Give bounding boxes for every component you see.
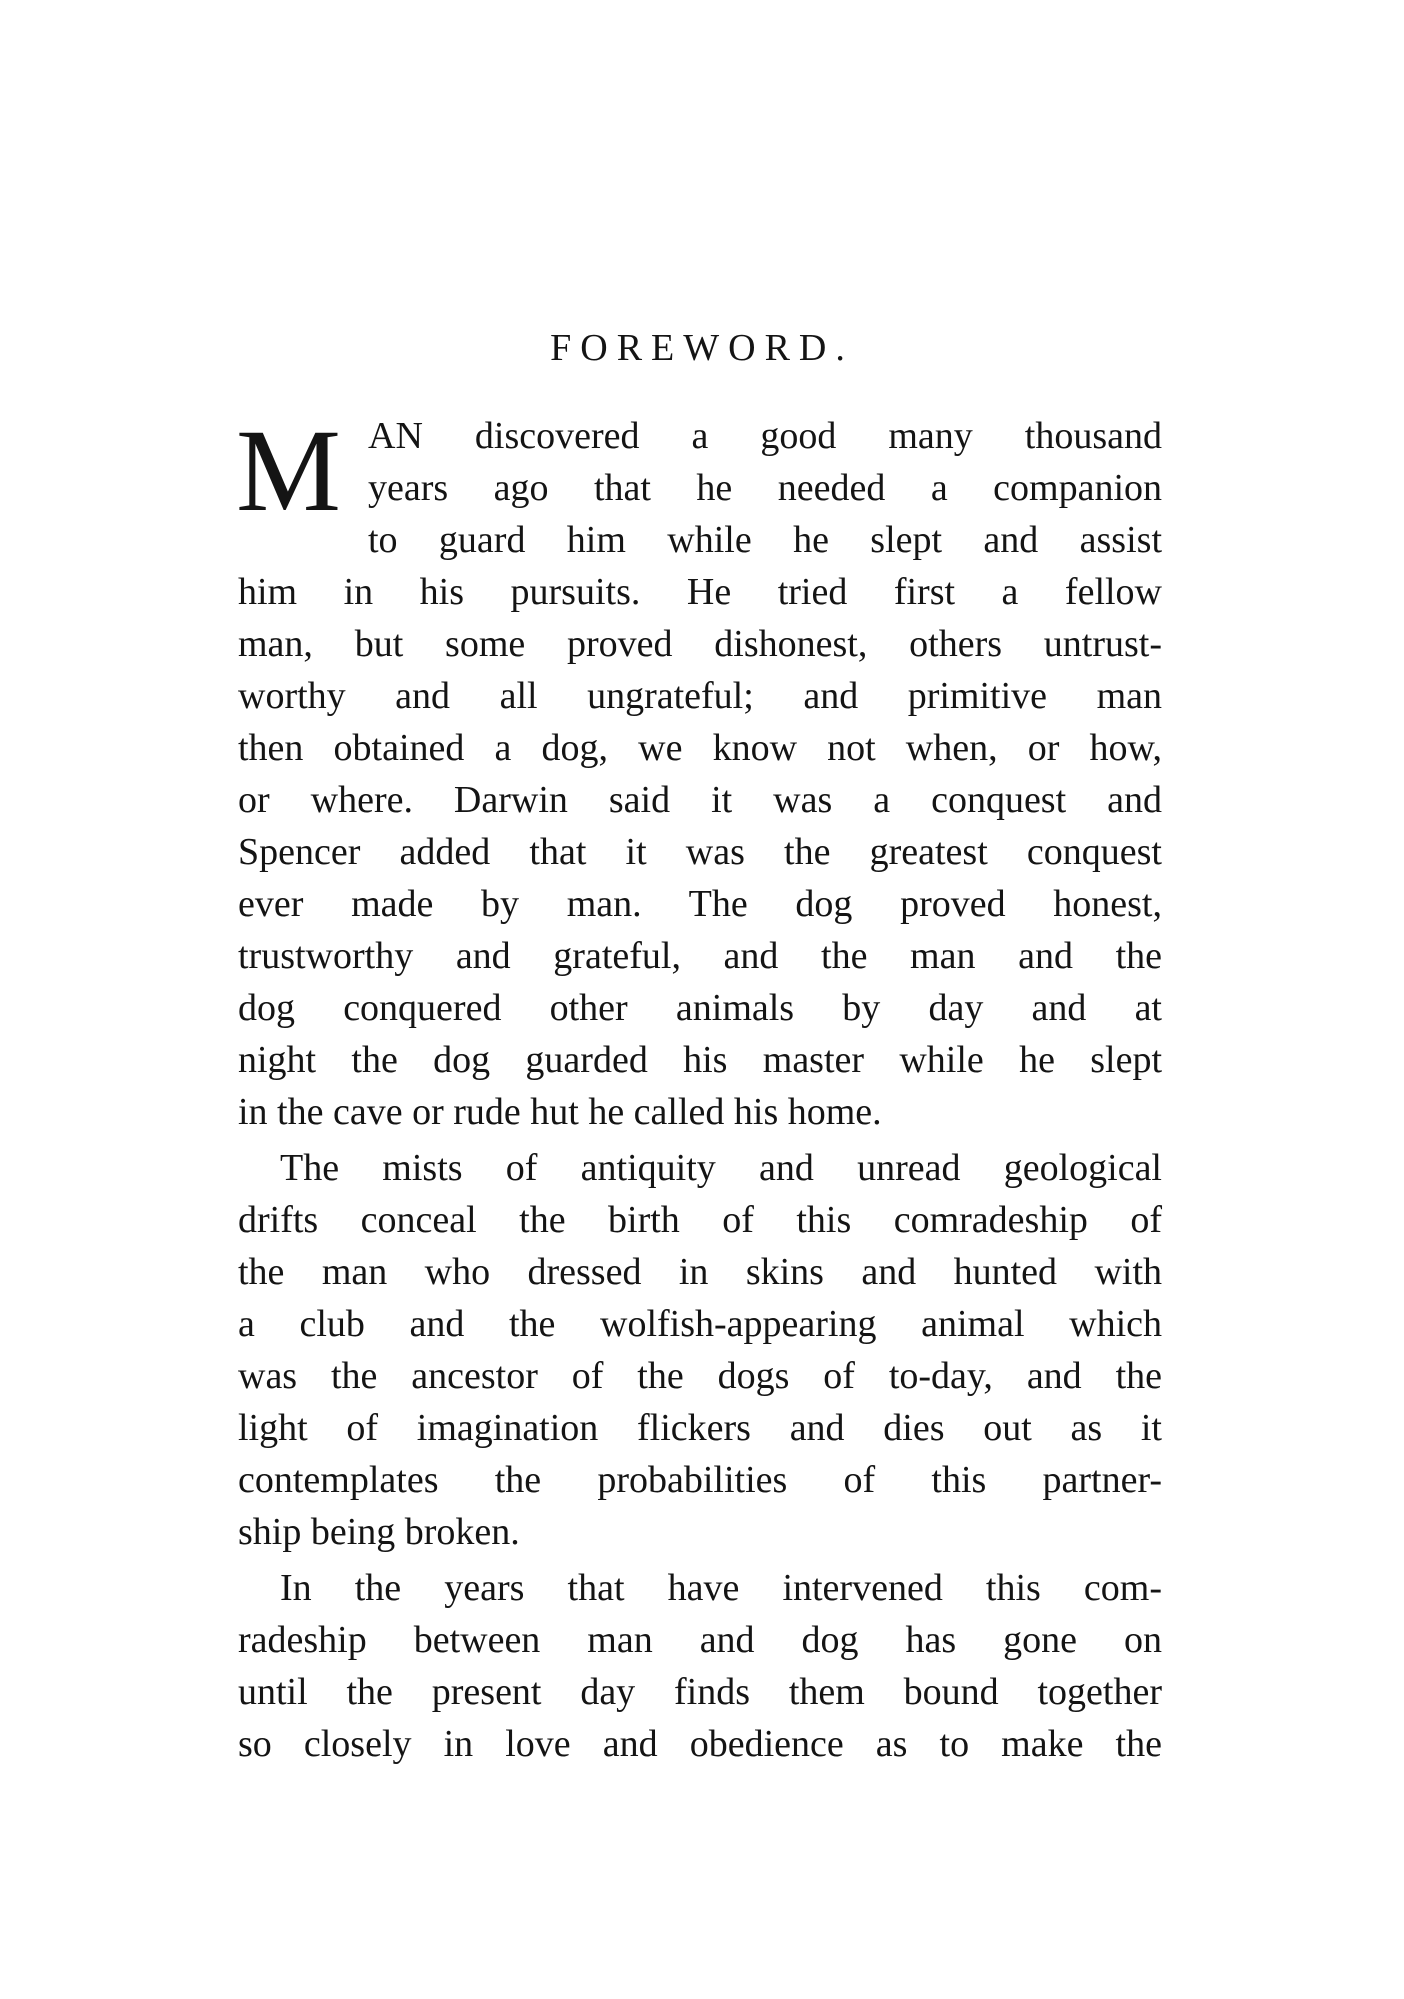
text-line: or where. Darwin said it was a conquest and <box>238 779 1162 821</box>
text-line: the man who dressed in skins and hunted with <box>238 1251 1162 1293</box>
text-line: then obtained a dog, we know not when, or how, <box>238 727 1162 769</box>
text-line: in the cave or rude hut he called his home. <box>238 1091 882 1133</box>
text-line: In the years that have intervened this com- <box>280 1567 1162 1609</box>
text-line: night the dog guarded his master while he slept <box>238 1039 1162 1081</box>
text-line: trustworthy and grateful, and the man and the <box>238 935 1162 977</box>
text-line: him in his pursuits. He tried first a fellow <box>238 571 1162 613</box>
text-line: contemplates the probabilities of this partner- <box>238 1459 1162 1501</box>
text-line: ship being broken. <box>238 1511 520 1553</box>
text-line: light of imagination flickers and dies out as it <box>238 1407 1162 1449</box>
text-line: to guard him while he slept and assist <box>368 519 1162 561</box>
text-line: radeship between man and dog has gone on <box>238 1619 1162 1661</box>
text-line: drifts conceal the birth of this comradeship of <box>238 1199 1162 1241</box>
text-line: a club and the wolfish-appearing animal which <box>238 1303 1162 1345</box>
text-line: Spencer added that it was the greatest conquest <box>238 831 1162 873</box>
text-line: was the ancestor of the dogs of to-day, and the <box>238 1355 1162 1397</box>
text-line: man, but some proved dishonest, others untrust- <box>238 623 1162 665</box>
text-line: until the present day finds them bound together <box>238 1671 1162 1713</box>
text-line: AN discovered a good many thousand <box>368 415 1162 457</box>
drop-cap: M <box>236 405 341 536</box>
text-line: ever made by man. The dog proved honest, <box>238 883 1162 925</box>
text-line: so closely in love and obedience as to make the <box>238 1723 1162 1765</box>
text-line: dog conquered other animals by day and at <box>238 987 1162 1029</box>
text-line: The mists of antiquity and unread geological <box>280 1147 1162 1189</box>
text-line: years ago that he needed a companion <box>368 467 1162 509</box>
text-line: worthy and all ungrateful; and primitive man <box>238 675 1162 717</box>
page-title: FOREWORD. <box>550 327 854 369</box>
